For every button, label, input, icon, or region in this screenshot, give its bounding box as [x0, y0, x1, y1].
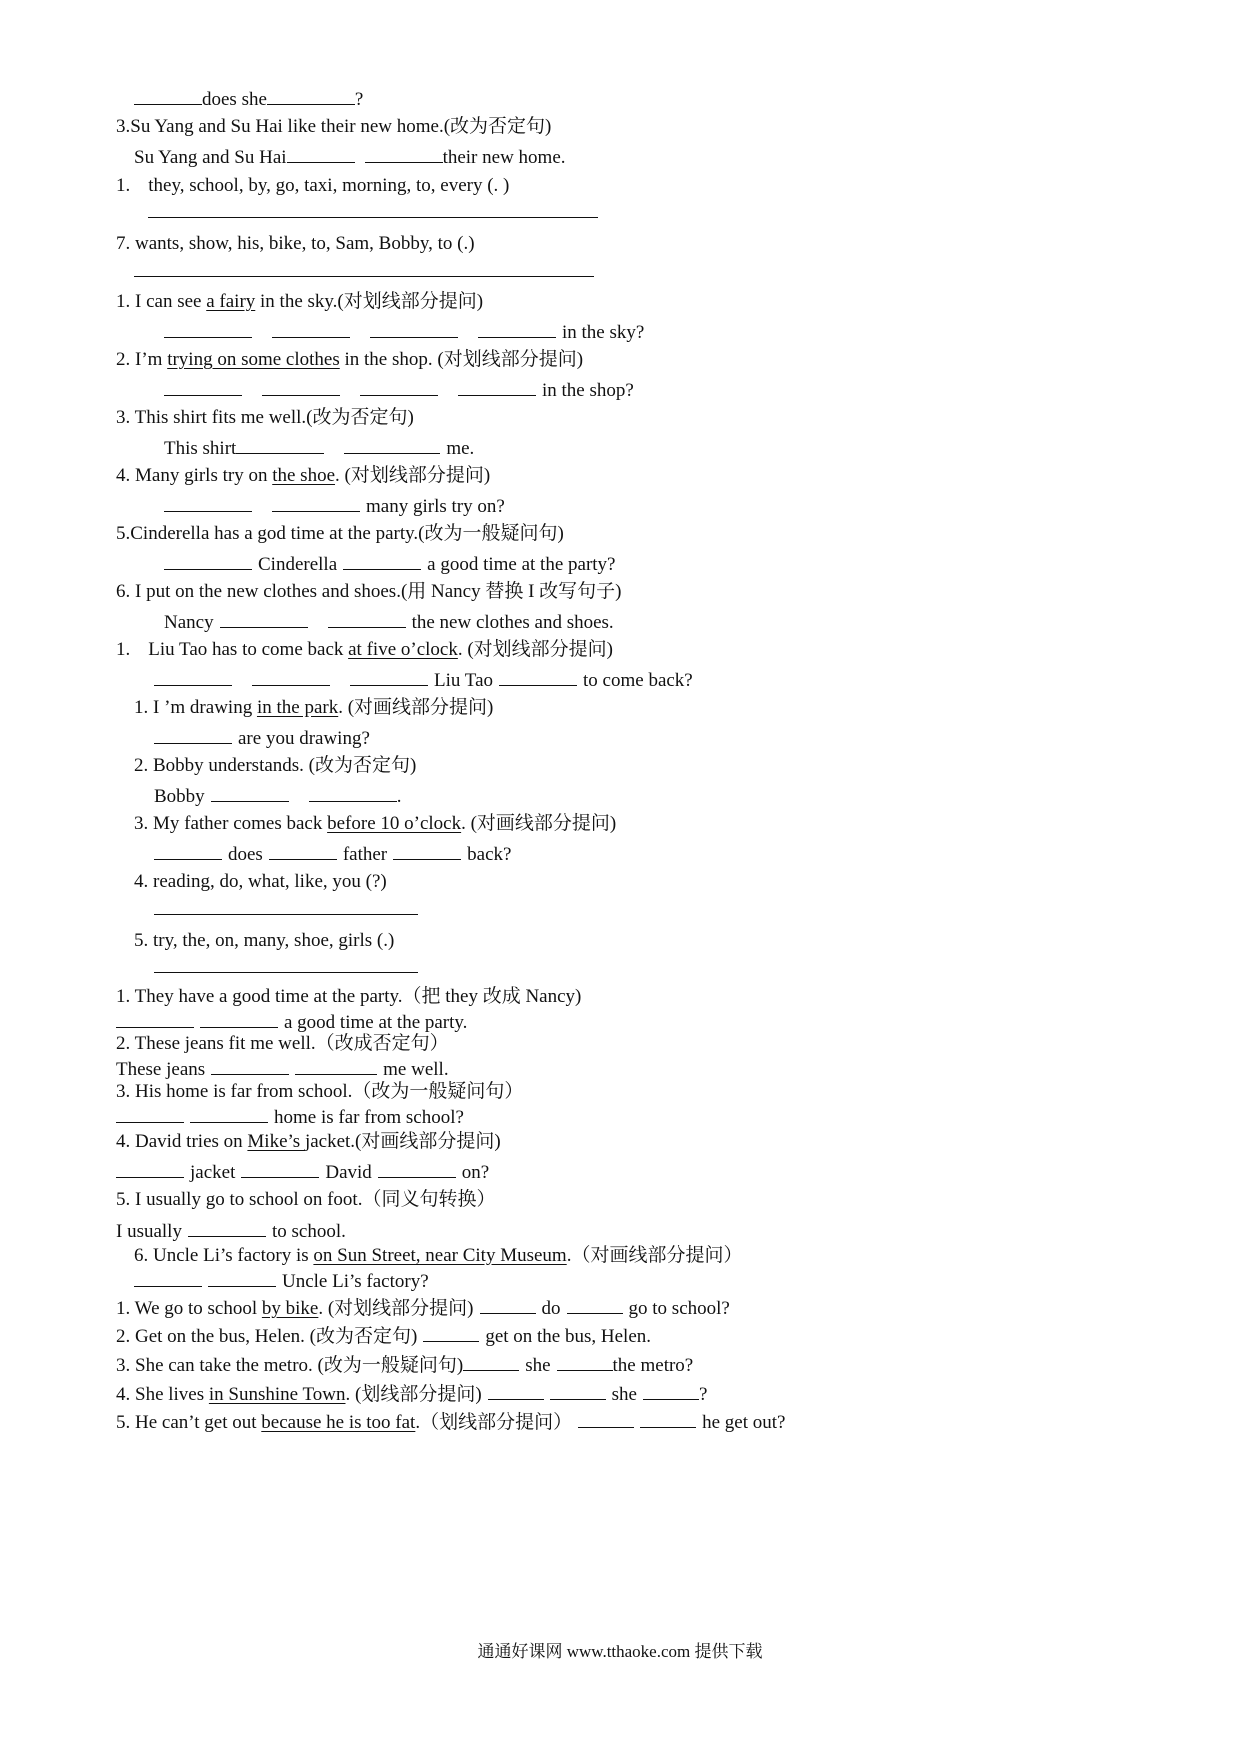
blank[interactable]: [328, 609, 406, 628]
underlined-text: Mike’s: [247, 1131, 305, 1152]
question-jacket: [116, 1130, 501, 1154]
text: do: [541, 1298, 561, 1319]
text: .（划线部分提问）: [415, 1412, 573, 1433]
answer-on-foot: [116, 1218, 346, 1244]
question-metro: [116, 1352, 693, 1378]
blank[interactable]: [463, 1352, 519, 1371]
question-sunshine-town: [116, 1381, 707, 1407]
text: .（对画线部分提问）: [566, 1245, 743, 1266]
text: she: [611, 1384, 637, 1405]
underlined-text: by bike: [261, 1298, 319, 1319]
answer-line[interactable]: [154, 972, 418, 973]
question-cinderella: [116, 522, 564, 546]
text: 3.Su Yang and Su Hai like their new home.(改为否定句): [116, 116, 552, 137]
text: Cinderella: [258, 554, 338, 575]
text: . (对划线部分提问): [457, 639, 614, 660]
text: are you drawing?: [238, 728, 370, 749]
blank[interactable]: [295, 1056, 377, 1075]
text: Nancy: [164, 612, 214, 633]
blank[interactable]: [154, 725, 232, 744]
text: does: [228, 844, 263, 865]
text: 3. She can take the metro. (改为一般疑问句): [116, 1355, 464, 1376]
text: their new home.: [442, 147, 566, 168]
question-on-foot: [116, 1188, 495, 1212]
text: These jeans: [116, 1059, 206, 1080]
answer-factory: [134, 1268, 429, 1294]
text: to come back?: [583, 670, 693, 691]
underlined-text: because he is too fat: [261, 1412, 416, 1433]
question-bobby: [134, 754, 416, 778]
question-reading: [134, 870, 387, 894]
text: 5. try, the, on, many, shoe, girls (.): [134, 930, 395, 951]
question-too-fat: [116, 1409, 785, 1435]
answer-shoe: [164, 493, 505, 519]
blank[interactable]: [269, 841, 337, 860]
text: on?: [461, 1162, 490, 1183]
blank[interactable]: [488, 1381, 544, 1400]
answer-shirt: [164, 435, 474, 461]
blank[interactable]: [208, 1268, 276, 1287]
text: 5.Cinderella has a god time at the party.(改为一般疑问句): [116, 523, 564, 544]
blank[interactable]: [550, 1381, 606, 1400]
text: 1. They have a good time at the party.（把 they 改成 Nancy): [116, 986, 582, 1007]
underlined-text: at five o’clock: [348, 639, 458, 660]
line-does-she: [134, 86, 363, 112]
text: . (对画线部分提问): [461, 813, 617, 834]
answer-father: [154, 841, 511, 867]
blank[interactable]: [211, 1056, 289, 1075]
blank[interactable]: [272, 319, 350, 338]
underlined-text: a fairy: [206, 291, 256, 312]
blank[interactable]: [567, 1295, 623, 1314]
text: jacket: [190, 1162, 236, 1183]
blank[interactable]: [350, 667, 428, 686]
question-get-on-bus: [116, 1323, 651, 1349]
text: Su Yang and Su Hai: [134, 147, 287, 168]
blank[interactable]: [236, 435, 324, 454]
answer-line[interactable]: [134, 276, 594, 277]
question-clothes: [116, 348, 583, 372]
blank[interactable]: [343, 551, 421, 570]
question-shirt: [116, 406, 414, 430]
blank[interactable]: [478, 319, 556, 338]
question-fairy: [116, 290, 483, 314]
blank[interactable]: [241, 1159, 319, 1178]
question-su-yang: [116, 115, 551, 139]
text: Liu Tao has to come back: [148, 639, 349, 660]
text: in the shop. (对划线部分提问): [339, 349, 584, 370]
underlined-text: in Sunshine Town: [208, 1384, 346, 1405]
text: 1.: [116, 175, 131, 196]
text: he get out?: [702, 1412, 786, 1433]
blank[interactable]: [116, 1159, 184, 1178]
blank[interactable]: [309, 783, 397, 802]
text: go to school?: [628, 1298, 730, 1319]
text: Liu Tao: [434, 670, 494, 691]
text: 1. I ’m drawing: [134, 697, 257, 718]
blank[interactable]: [272, 493, 360, 512]
text: home is far from school?: [274, 1107, 464, 1128]
blank[interactable]: [154, 667, 232, 686]
text: me.: [446, 438, 475, 459]
blank[interactable]: [164, 551, 252, 570]
text: 4. David tries on: [116, 1131, 248, 1152]
text: 3. This shirt fits me well.(改为否定句): [116, 407, 414, 428]
text: . (对划线部分提问): [318, 1298, 474, 1319]
blank[interactable]: [640, 1409, 696, 1428]
blank[interactable]: [164, 319, 252, 338]
text: a good time at the party?: [427, 554, 616, 575]
underlined-text: the shoe: [272, 465, 336, 486]
question-try-shoe: [134, 929, 394, 953]
question-by-bike: [116, 1295, 730, 1321]
text: 6. Uncle Li’s factory is: [134, 1245, 314, 1266]
blank[interactable]: [262, 377, 340, 396]
text: 7. wants, show, his, bike, to, Sam, Bobby, to (.): [116, 233, 475, 254]
text: 4. reading, do, what, like, you (?): [134, 871, 387, 892]
text: to school.: [271, 1221, 346, 1242]
blank[interactable]: [220, 609, 308, 628]
blank[interactable]: [393, 841, 461, 860]
text: 1. We go to school: [116, 1298, 262, 1319]
answer-drawing: [154, 725, 370, 751]
question-home-far: [116, 1080, 523, 1104]
answer-line[interactable]: [154, 914, 418, 915]
text: the new clothes and shoes.: [411, 612, 614, 633]
question-factory: [134, 1244, 742, 1268]
text: 6. I put on the new clothes and shoes.(用 Nancy 替换 I 改写句子): [116, 581, 622, 602]
blank[interactable]: [134, 86, 202, 105]
underlined-text: in the park: [256, 697, 339, 718]
text: 2. Bobby understands. (改为否定句): [134, 755, 417, 776]
text: in the shop?: [542, 380, 634, 401]
blank[interactable]: [267, 86, 355, 105]
blank[interactable]: [378, 1159, 456, 1178]
question-shoe: [116, 464, 490, 488]
text: Uncle Li’s factory?: [282, 1271, 429, 1292]
blank[interactable]: [370, 319, 458, 338]
question-they-school: [116, 174, 509, 198]
text: This shirt: [164, 438, 237, 459]
question-liu-tao: [116, 638, 613, 662]
blank[interactable]: [190, 1104, 268, 1123]
blank[interactable]: [365, 144, 443, 163]
text: I usually: [116, 1221, 182, 1242]
text: ?: [698, 1384, 708, 1405]
answer-su-yang: [134, 144, 566, 170]
blank[interactable]: [499, 667, 577, 686]
text: 2. These jeans fit me well.（改成否定句）: [116, 1033, 449, 1054]
text: get on the bus, Helen.: [485, 1326, 651, 1347]
text: in the sky?: [562, 322, 645, 343]
text: . (对画线部分提问): [338, 697, 494, 718]
answer-jacket: [116, 1159, 489, 1185]
text: father: [342, 844, 388, 865]
answer-home-far: [116, 1104, 464, 1130]
blank[interactable]: [344, 435, 440, 454]
text: she: [525, 1355, 551, 1376]
blank[interactable]: [287, 144, 355, 163]
text: David: [325, 1162, 372, 1183]
answer-cinderella: [164, 551, 616, 577]
text: 5. He can’t get out: [116, 1412, 262, 1433]
question-father: [134, 812, 616, 836]
answer-clothes: [164, 377, 634, 403]
text: the metro?: [612, 1355, 694, 1376]
answer-fairy: [164, 319, 644, 345]
text: many girls try on?: [366, 496, 505, 517]
footer-credit: 通通好课网 www.tthaoke.com 提供下载: [477, 1642, 763, 1661]
text: .: [396, 786, 402, 807]
blank[interactable]: [116, 1104, 184, 1123]
answer-jeans: [116, 1056, 449, 1082]
underlined-text: on Sun Street, near City Museum: [313, 1245, 567, 1266]
answer-line[interactable]: [148, 217, 598, 218]
blank[interactable]: [458, 377, 536, 396]
question-wants-show: [116, 232, 475, 256]
text: 4. She lives: [116, 1384, 209, 1405]
blank[interactable]: [154, 841, 222, 860]
text: . (划线部分提问): [345, 1384, 482, 1405]
text: they, school, by, go, taxi, morning, to, every (. ): [148, 175, 510, 196]
underlined-text: before 10 o’clock: [327, 813, 462, 834]
text: 2. I’m: [116, 349, 168, 370]
text: 3. His home is far from school.（改为一般疑问句）: [116, 1081, 524, 1102]
answer-liu-tao: [154, 667, 693, 693]
blank[interactable]: [116, 1009, 194, 1028]
text: jacket.(对画线部分提问): [304, 1131, 501, 1152]
blank[interactable]: [164, 493, 252, 512]
underlined-text: trying on some clothes: [167, 349, 340, 370]
blank[interactable]: [134, 1268, 202, 1287]
blank[interactable]: [578, 1409, 634, 1428]
text: 3. My father comes back: [134, 813, 328, 834]
text: in the sky.(对划线部分提问): [255, 291, 484, 312]
text: 1.: [116, 639, 131, 660]
question-nancy: [116, 580, 622, 604]
answer-nancy: [164, 609, 614, 635]
text: 2. Get on the bus, Helen. (改为否定句): [116, 1326, 418, 1347]
blank[interactable]: [360, 377, 438, 396]
blank[interactable]: [188, 1218, 266, 1237]
text: me well.: [383, 1059, 449, 1080]
blank[interactable]: [643, 1381, 699, 1400]
question-good-time: [116, 985, 581, 1009]
answer-bobby: [154, 783, 401, 809]
question-jeans: [116, 1032, 449, 1056]
text: Bobby: [154, 786, 205, 807]
text: does she: [202, 89, 267, 110]
blank[interactable]: [211, 783, 289, 802]
blank[interactable]: [557, 1352, 613, 1371]
blank[interactable]: [164, 377, 242, 396]
text: a good time at the party.: [284, 1012, 468, 1033]
text: ?: [354, 89, 364, 110]
blank[interactable]: [480, 1295, 536, 1314]
question-drawing: [134, 696, 493, 720]
text: 4. Many girls try on: [116, 465, 273, 486]
text: 5. I usually go to school on foot.（同义句转换）: [116, 1189, 496, 1210]
text: back?: [467, 844, 512, 865]
text: 1. I can see: [116, 291, 207, 312]
blank[interactable]: [423, 1323, 479, 1342]
blank[interactable]: [252, 667, 330, 686]
blank[interactable]: [200, 1009, 278, 1028]
text: . (对划线部分提问): [335, 465, 491, 486]
